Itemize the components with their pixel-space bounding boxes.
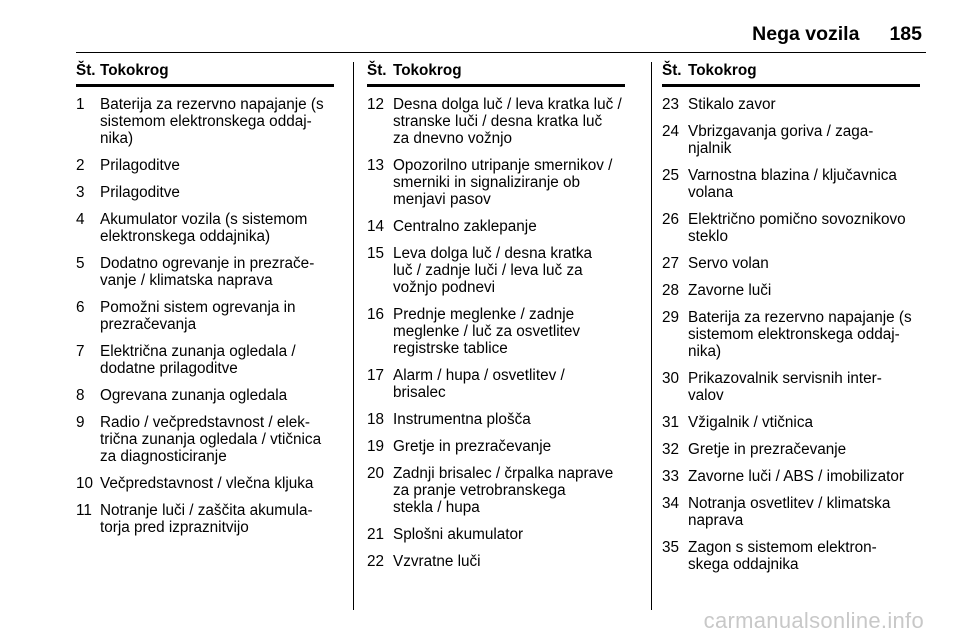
circuit-description: Prednje meglenke / zadnje meglenke / luč za osvetlitev registrske tablice: [393, 306, 581, 357]
table-row: [76, 299, 334, 333]
circuit-description: Notranja osvetlitev / klimatska naprava: [688, 495, 891, 529]
table-row: [662, 441, 920, 458]
page-header: [752, 22, 922, 46]
table-row: [662, 96, 920, 113]
page-title: Nega vozila: [752, 23, 860, 45]
table-row: [76, 502, 334, 536]
circuit-description: Prilagoditve: [100, 157, 180, 174]
fuse-number: 11: [76, 502, 92, 519]
table-row: [76, 414, 334, 465]
circuit-description: Splošni akumulator: [393, 526, 524, 543]
fuse-number: 18: [367, 411, 385, 428]
table-row: [662, 255, 920, 272]
circuit-description: Radio / večpredstavnost / elek- trična zunanja ogledala / vtičnica za diagnosticiranje: [100, 414, 322, 465]
table-row: [76, 387, 334, 404]
fuse-number: 20: [367, 465, 385, 482]
fuse-table-column-2: [367, 62, 625, 570]
header-number: Št.: [367, 62, 387, 79]
header-circuit: Tokokrog: [393, 62, 462, 79]
circuit-description: Ogrevana zunanja ogledala: [100, 387, 288, 404]
table-row: [367, 367, 625, 401]
header-circuit: Tokokrog: [688, 62, 757, 79]
table-row: [367, 218, 625, 235]
circuit-description: Vbrizgavanja goriva / zaga- njalnik: [688, 123, 874, 157]
fuse-number: 21: [367, 526, 385, 543]
table-row: [76, 211, 334, 245]
fuse-table-column-1: [76, 62, 334, 536]
circuit-description: Prikazovalnik servisnih inter- valov: [688, 370, 882, 404]
fuse-number: 5: [76, 255, 85, 272]
fuse-number: 14: [367, 218, 385, 235]
fuse-number: 9: [76, 414, 85, 431]
table-row: [662, 495, 920, 529]
fuse-number: 17: [367, 367, 385, 384]
fuse-number: 15: [367, 245, 385, 262]
fuse-number: 27: [662, 255, 680, 272]
circuit-description: Zavorne luči: [688, 282, 772, 299]
table-row: [662, 370, 920, 404]
fuse-number: 32: [662, 441, 680, 458]
fuse-number: 3: [76, 184, 85, 201]
fuse-number: 6: [76, 299, 85, 316]
table-row: [367, 438, 625, 455]
table-row: [662, 539, 920, 573]
circuit-description: Prilagoditve: [100, 184, 180, 201]
fuse-number: 24: [662, 123, 680, 140]
table-row: [76, 184, 334, 201]
fuse-number: 25: [662, 167, 680, 184]
fuse-number: 8: [76, 387, 85, 404]
table-row: [662, 282, 920, 299]
fuse-number: 33: [662, 468, 680, 485]
circuit-description: Zagon s sistemom elektron- skega oddajnika: [688, 539, 877, 573]
table-row: [662, 167, 920, 201]
circuit-description: Centralno zaklepanje: [393, 218, 537, 235]
table-header: [367, 62, 625, 87]
circuit-description: Pomožni sistem ogrevanja in prezračevanja: [100, 299, 296, 333]
page-number: 185: [889, 23, 922, 45]
fuse-number: 16: [367, 306, 385, 323]
table-row: [76, 475, 334, 492]
table-row: [367, 306, 625, 357]
circuit-description: Vžigalnik / vtičnica: [688, 414, 813, 431]
header-circuit: Tokokrog: [100, 62, 169, 79]
table-row: [367, 411, 625, 428]
header-number: Št.: [662, 62, 682, 79]
table-row: [662, 211, 920, 245]
fuse-number: 10: [76, 475, 94, 492]
circuit-description: Baterija za rezervno napajanje (s sistemom elektronskega oddaj- nika): [688, 309, 912, 360]
watermark: carmanualsonline.info: [703, 608, 924, 633]
fuse-number: 19: [367, 438, 385, 455]
table-row: [662, 468, 920, 485]
circuit-description: Dodatno ogrevanje in prezrače- vanje / klimatska naprava: [100, 255, 315, 289]
fuse-number: 4: [76, 211, 85, 228]
table-row: [367, 96, 625, 147]
fuse-number: 28: [662, 282, 680, 299]
table-row: [367, 465, 625, 516]
circuit-description: Električna zunanja ogledala / dodatne prilagoditve: [100, 343, 296, 377]
circuit-description: Opozorilno utripanje smernikov / smerniki in signaliziranje ob menjavi pasov: [393, 157, 613, 208]
table-header: [76, 62, 334, 87]
fuse-number: 2: [76, 157, 85, 174]
circuit-description: Notranje luči / zaščita akumula- torja pred izpraznitvijo: [100, 502, 313, 536]
circuit-description: Instrumentna plošča: [393, 411, 531, 428]
circuit-description: Leva dolga luč / desna kratka luč / zadnje luči / leva luč za vožnjo podnevi: [393, 245, 592, 296]
table-row: [76, 96, 334, 147]
table-row: [76, 255, 334, 289]
table-row: [662, 414, 920, 431]
circuit-description: Varnostna blazina / ključavnica volana: [688, 167, 897, 201]
fuse-number: 30: [662, 370, 680, 387]
circuit-description: Stikalo zavor: [688, 96, 776, 113]
table-row: [367, 157, 625, 208]
table-row: [76, 157, 334, 174]
circuit-description: Akumulator vozila (s sistemom elektronskega oddajnika): [100, 211, 308, 245]
fuse-number: 35: [662, 539, 680, 556]
table-header: [662, 62, 920, 87]
column-divider: [353, 62, 354, 610]
fuse-number: 13: [367, 157, 385, 174]
fuse-number: 7: [76, 343, 85, 360]
column-divider: [651, 62, 652, 610]
table-row: [662, 123, 920, 157]
circuit-description: Alarm / hupa / osvetlitev / brisalec: [393, 367, 565, 401]
circuit-description: Desna dolga luč / leva kratka luč / stranske luči / desna kratka luč za dnevno vožnjo: [393, 96, 622, 147]
fuse-number: 23: [662, 96, 680, 113]
circuit-description: Gretje in prezračevanje: [393, 438, 552, 455]
circuit-description: Električno pomično sovoznikovo steklo: [688, 211, 906, 245]
table-row: [367, 526, 625, 543]
fuse-table-column-3: [662, 62, 920, 573]
circuit-description: Servo volan: [688, 255, 769, 272]
fuse-number: 34: [662, 495, 680, 512]
circuit-description: Večpredstavnost / vlečna kljuka: [100, 475, 314, 492]
table-row: [76, 343, 334, 377]
circuit-description: Zadnji brisalec / črpalka naprave za pranje vetrobranskega stekla / hupa: [393, 465, 614, 516]
circuit-description: Zavorne luči / ABS / imobilizator: [688, 468, 904, 485]
fuse-number: 1: [76, 96, 85, 113]
header-number: Št.: [76, 62, 96, 79]
fuse-number: 29: [662, 309, 680, 326]
fuse-number: 22: [367, 553, 385, 570]
fuse-number: 12: [367, 96, 385, 113]
fuse-number: 31: [662, 414, 680, 431]
circuit-description: Gretje in prezračevanje: [688, 441, 847, 458]
table-row: [367, 553, 625, 570]
table-row: [367, 245, 625, 296]
header-rule: [76, 52, 926, 53]
table-row: [662, 309, 920, 360]
circuit-description: Baterija za rezervno napajanje (s sistemom elektronskega oddaj- nika): [100, 96, 324, 147]
circuit-description: Vzvratne luči: [393, 553, 481, 570]
fuse-number: 26: [662, 211, 680, 228]
